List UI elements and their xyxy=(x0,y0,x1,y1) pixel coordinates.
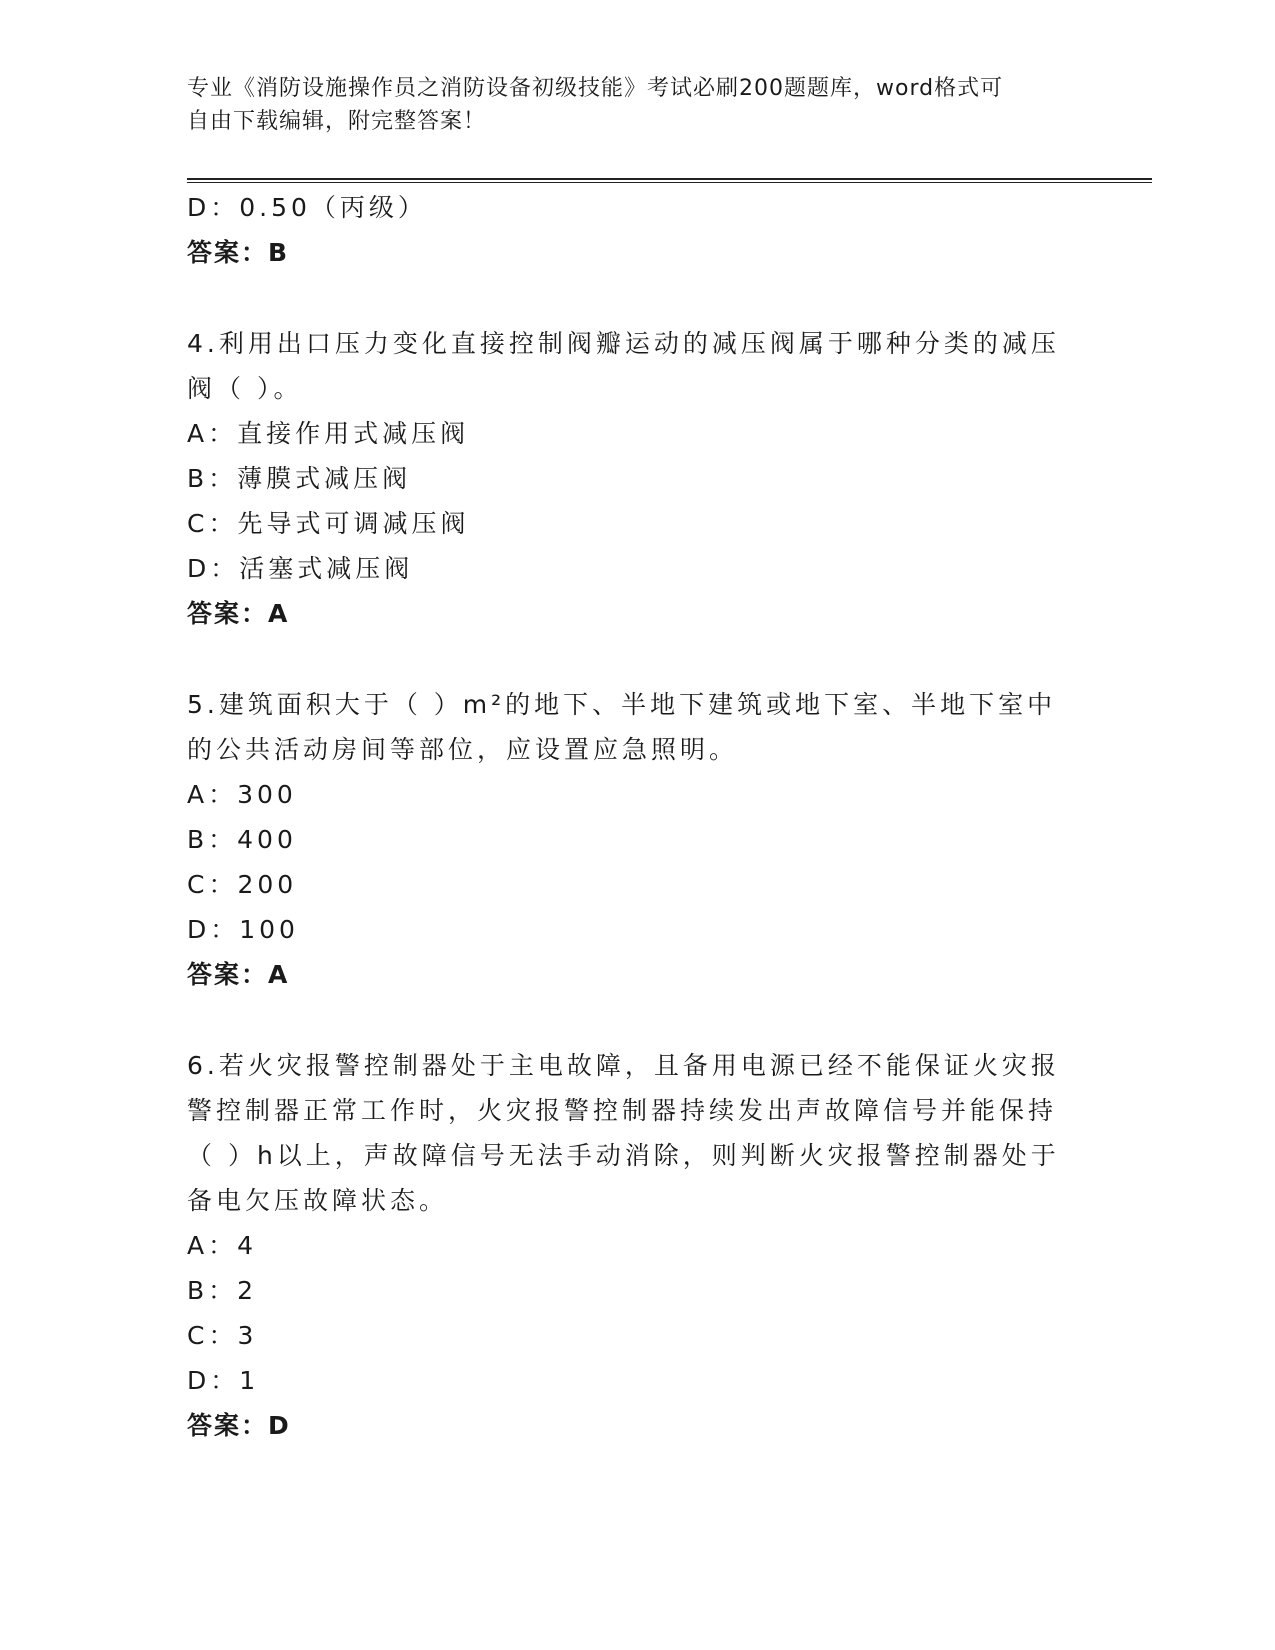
question-stem-line: 4.利用出口压力变化直接控制阀瓣运动的减压阀属于哪种分类的减压 xyxy=(187,329,1060,358)
question-stem-line: 警控制器正常工作时，火灾报警控制器持续发出声故障信号并能保持 xyxy=(187,1096,1058,1125)
question-stem-line: 的公共活动房间等部位，应设置应急照明。 xyxy=(187,735,739,764)
option-b: B：2 xyxy=(187,1276,258,1305)
option-d: D：1 xyxy=(187,1366,260,1395)
option-d: D：100 xyxy=(187,915,299,944)
option-a: A：4 xyxy=(187,1231,258,1260)
header-divider xyxy=(187,178,1152,183)
question-4 xyxy=(187,321,1087,637)
question-6 xyxy=(187,1043,1087,1449)
question-stem-line: （ ）h以上，声故障信号无法手动消除，则判断火灾报警控制器处于 xyxy=(187,1141,1060,1170)
prev-question-answer: 答案：B xyxy=(187,238,290,267)
option-b: B：400 xyxy=(187,825,297,854)
option-d: D：活塞式减压阀 xyxy=(187,554,414,583)
option-c: C：先导式可调减压阀 xyxy=(187,509,470,538)
answer-label: 答案：A xyxy=(187,960,290,989)
option-b: B：薄膜式减压阀 xyxy=(187,464,412,493)
option-c: C：200 xyxy=(187,870,298,899)
header-line-1: 专业《消防设施操作员之消防设备初级技能》考试必刷200题题库，word格式可 xyxy=(187,76,1004,101)
option-c: C：3 xyxy=(187,1321,258,1350)
question-5 xyxy=(187,682,1087,998)
header-line-2: 自由下载编辑，附完整答案！ xyxy=(187,109,487,134)
question-stem-line: 5.建筑面积大于（ ）m²的地下、半地下建筑或地下室、半地下室中 xyxy=(187,690,1057,719)
option-a: A：300 xyxy=(187,780,297,809)
prev-question-option-d: D：0.50（丙级） xyxy=(187,193,427,222)
question-stem-line: 备电欠压故障状态。 xyxy=(187,1186,449,1215)
question-stem-line: 阀（ ）。 xyxy=(187,374,303,403)
answer-label: 答案：D xyxy=(187,1411,291,1440)
answer-label: 答案：A xyxy=(187,599,290,628)
document-body xyxy=(187,185,1087,1449)
option-a: A：直接作用式减压阀 xyxy=(187,419,470,448)
question-stem-line: 6.若火灾报警控制器处于主电故障，且备用电源已经不能保证火灾报 xyxy=(187,1051,1060,1080)
document-header xyxy=(187,72,1067,138)
